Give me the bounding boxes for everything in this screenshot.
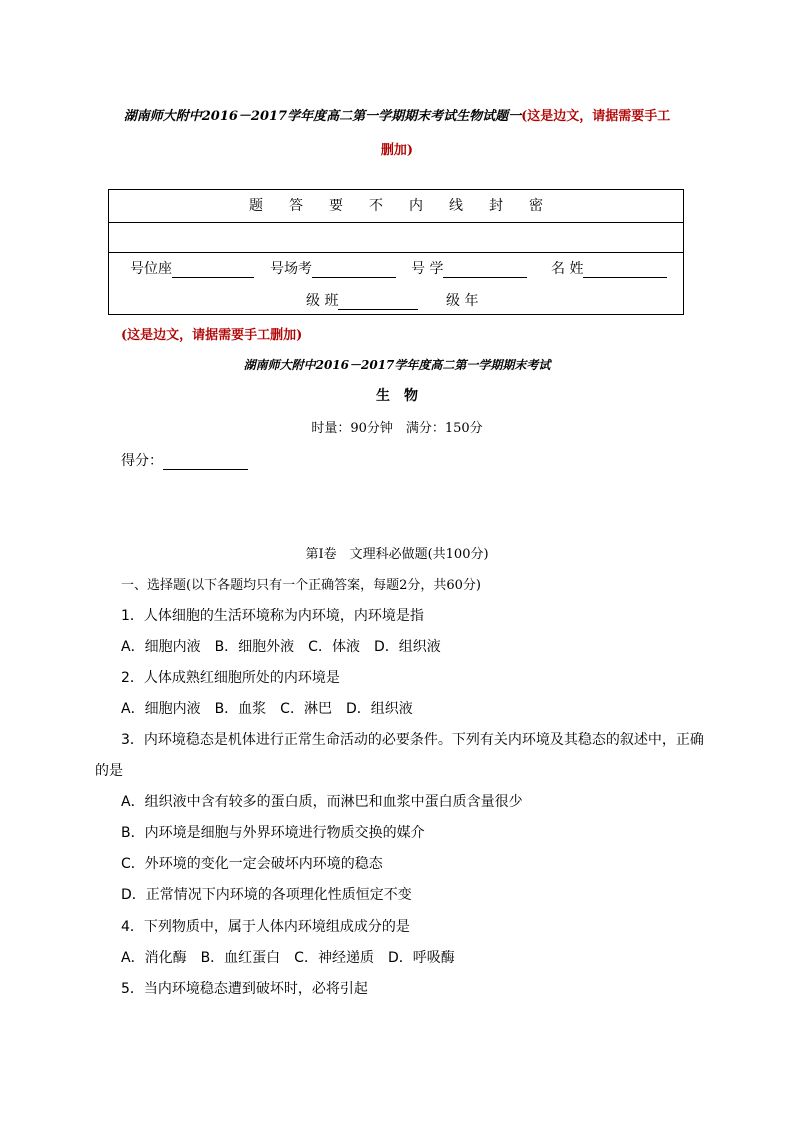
document-header xyxy=(80,100,714,168)
field-grade: 级 年 xyxy=(446,293,479,309)
field-room: 号场考 xyxy=(270,258,396,278)
time-info: 时量：90分钟 满分：150分 xyxy=(311,421,483,436)
question-1: 1．人体细胞的生活环境称为内环境，内环境是指 xyxy=(121,608,424,624)
header-title: 湖南师大附中2016－2017学年度高二第一学期期末考试生物试题一 xyxy=(123,109,522,124)
seat-blank[interactable] xyxy=(172,261,254,278)
seal-divider xyxy=(109,252,683,253)
field-class: 级 班 xyxy=(306,290,418,310)
side-note: (这是边文，请据需要手工删加) xyxy=(121,328,303,343)
part-title: 一、选择题(以下各题均只有一个正确答案，每题2分，共60分) xyxy=(121,578,481,593)
question-3-cont: 的是 xyxy=(95,763,123,779)
question-3-option-c: C．外环境的变化一定会破坏内环境的稳态 xyxy=(121,856,383,872)
header-note: (这是边文，请据需要手工 xyxy=(521,109,671,124)
question-3-option-b: B．内环境是细胞与外界环境进行物质交换的媒介 xyxy=(121,825,425,841)
question-4: 4．下列物质中，属于人体内环境组成成分的是 xyxy=(121,919,410,935)
question-5: 5．当内环境稳态遭到破坏时，必将引起 xyxy=(121,981,368,997)
class-blank[interactable] xyxy=(338,293,418,310)
field-name: 名 姓 xyxy=(551,258,667,278)
name-blank[interactable] xyxy=(583,261,667,278)
subject-title: 生 物 xyxy=(376,388,418,404)
score-blank[interactable] xyxy=(163,453,248,470)
question-3-option-a: A．组织液中含有较多的蛋白质，而淋巴和血浆中蛋白质含量很少 xyxy=(121,794,523,810)
student-no-blank[interactable] xyxy=(443,261,527,278)
field-seat: 号位座 xyxy=(130,258,254,278)
question-1-options: A．细胞内液 B．细胞外液 C．体液 D．组织液 xyxy=(121,639,441,655)
exam-title: 湖南师大附中2016－2017学年度高二第一学期期末考试 xyxy=(243,358,551,372)
question-4-options: A．消化酶 B．血红蛋白 C．神经递质 D．呼吸酶 xyxy=(121,950,455,966)
question-2-options: A．细胞内液 B．血浆 C．淋巴 D．组织液 xyxy=(121,701,413,717)
question-3-option-d: D．正常情况下内环境的各项理化性质恒定不变 xyxy=(121,887,412,903)
question-3: 3．内环境稳态是机体进行正常生命活动的必要条件。下列有关内环境及其稳态的叙述中，正确 xyxy=(121,732,704,748)
section-title: 第Ⅰ卷 文理科必做题(共100分) xyxy=(305,547,489,562)
score-field: 得分： xyxy=(121,450,248,470)
header-note-end: 删加) xyxy=(380,143,414,158)
question-2: 2．人体成熟红细胞所处的内环境是 xyxy=(121,670,340,686)
room-blank[interactable] xyxy=(312,261,396,278)
field-student-no: 号 学 xyxy=(411,258,527,278)
seal-text: 题答要不内线封密 xyxy=(109,190,683,223)
